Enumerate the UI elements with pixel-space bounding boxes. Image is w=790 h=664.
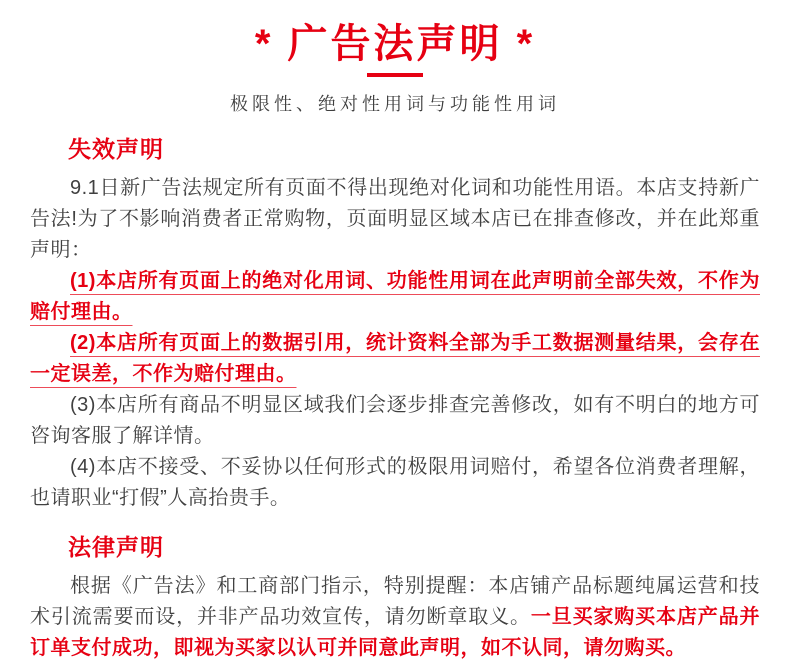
section-invalidation-statement (30, 131, 760, 514)
page-header (30, 22, 760, 116)
paragraph-item-2: (2)本店所有页面上的数据引用，统计资料全部为手工数据测量结果，会存在一定误差，不作为赔付理由。 (30, 332, 760, 385)
section-heading-legal: 法律声明 (68, 534, 164, 560)
paragraph-legal (30, 571, 760, 664)
paragraph-item-3: (3)本店所有商品不明显区域我们会逐步排查完善修改，如有不明白的地方可咨询客服了解详情。 (30, 394, 760, 447)
paragraph-item-1: (1)本店所有页面上的绝对化用词、功能性用词在此声明前全部失效，不作为赔付理由。 (30, 270, 760, 323)
page-subtitle: 极限性、绝对性用词与功能性用词 (230, 94, 560, 114)
legal-red-text: 一旦买家购买本店产品并订单支付成功，即视为买家以认可并同意此声明，如不认同，请勿购买。 (30, 606, 761, 659)
title-underline-divider (367, 73, 423, 77)
paragraph-item-4: (4)本店不接受、不妥协以任何形式的极限用词赔付，希望各位消费者理解，也请职业“打假”人高抬贵手。 (30, 456, 760, 509)
paragraph-intro: 9.1日新广告法规定所有页面不得出现绝对化词和功能性用语。本店支持新广告法!为了不影响消费者正常购物，页面明显区域本店已在排查修改，并在此郑重声明： (30, 177, 760, 261)
page-title: * 广告法声明 * (254, 22, 536, 66)
section-heading-invalidation: 失效声明 (68, 136, 164, 162)
legal-black-text: 根据《广告法》和工商部门指示，特别提醒：本店铺产品标题纯属运营和技术引流需要而设，并非产品功效宣传，请勿断章取义。 (30, 575, 760, 628)
section-legal-statement (30, 529, 760, 664)
